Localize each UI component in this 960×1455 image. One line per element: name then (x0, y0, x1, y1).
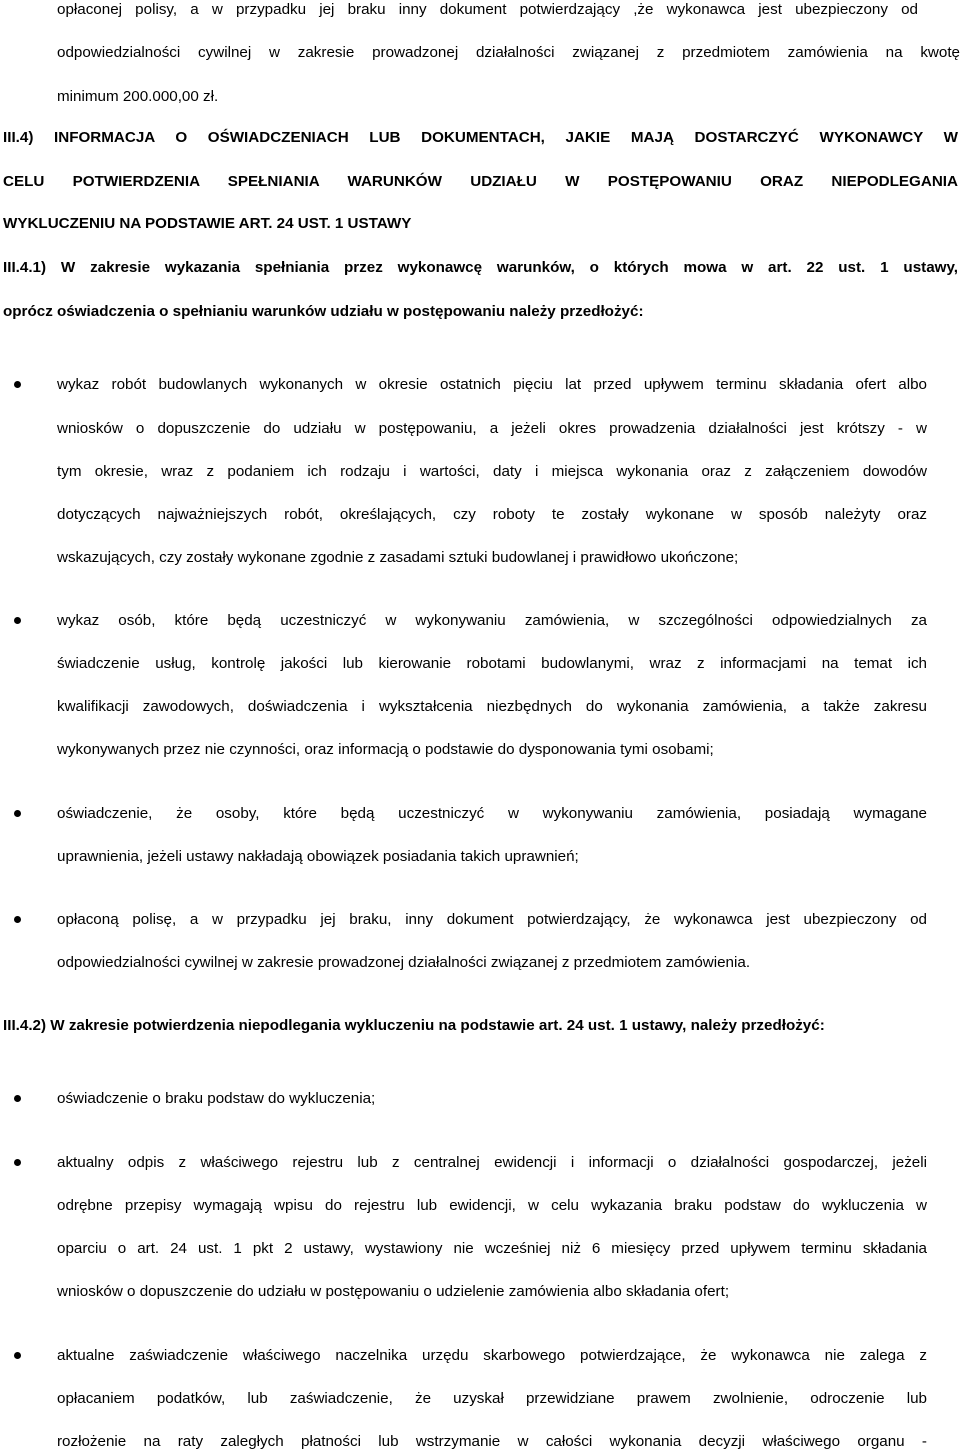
list-item-line: wniosków o dopuszczenie do udziału w postępowaniu o udzielenie zamówienia albo składania ofert; (57, 1283, 730, 1300)
list-item-line: wskazujących, czy zostały wykonane zgodnie z zasadami sztuki budowlanej i prawidłowo ukończone; (57, 549, 739, 566)
list-item-line: wykaz osób, które będą uczestniczyć w wykonywaniu zamówienia, w szczególności odpowiedzialnych za (57, 612, 927, 629)
list-item-line: dotyczących najważniejszych robót, określających, czy roboty te zostały wykonane w sposób należyty oraz (57, 506, 927, 523)
list-item-line: opłaconą polisę, a w przypadku jej braku, inny dokument potwierdzający, że wykonawca jest ubezpieczony od (57, 911, 927, 928)
bullet-icon (14, 381, 21, 388)
list-item-line: tym okresie, wraz z podaniem ich rodzaju i wartości, daty i miejsca wykonania oraz z załączeniem dowodów (57, 463, 927, 480)
list-item-line: uprawnienia, jeżeli ustawy nakładają obowiązek posiadania takich uprawnień; (57, 848, 579, 865)
list-item-line: aktualny odpis z właściwego rejestru lub z centralnej ewidencji i informacji o działalności gospodarczej, jeżeli (57, 1154, 927, 1171)
list-item-line: rozłożenie na raty zaległych płatności lub wstrzymanie w całości wykonania decyzji właściwego organu - (57, 1433, 927, 1450)
list-item-line: aktualne zaświadczenie właściwego naczelnika urzędu skarbowego potwierdzające, że wykonawca nie zalega z (57, 1347, 927, 1364)
list-item-line: opłacaniem podatków, lub zaświadczenie, że uzyskał przewidziane prawem zwolnienie, odroczenie lub (57, 1390, 927, 1407)
list-item-line: wniosków o dopuszczenie do udziału w postępowaniu, a jeżeli okres prowadzenia działalności jest krótszy - w (57, 420, 927, 437)
intro-line: opłaconej polisy, a w przypadku jej braku inny dokument potwierdzający ,że wykonawca jest ubezpieczony od (57, 1, 918, 18)
list-item-line: odrębne przepisy wymagają wpisu do rejestru lub ewidencji, w celu wykazania braku podstaw do wykluczenia w (57, 1197, 927, 1214)
section-heading: CELU POTWIERDZENIA SPEŁNIANIA WARUNKÓW UDZIAŁU W POSTĘPOWANIU ORAZ NIEPODLEGANIA (3, 173, 958, 190)
list-item-line: odpowiedzialności cywilnej w zakresie prowadzonej działalności związanej z przedmiotem zamówienia. (57, 954, 751, 971)
list-item-line: oświadczenie o braku podstaw do wykluczenia; (57, 1090, 376, 1107)
bullet-icon (14, 1352, 21, 1359)
subsection-heading: oprócz oświadczenia o spełnianiu warunków udziału w postępowaniu należy przedłożyć: (3, 303, 644, 320)
intro-line: minimum 200.000,00 zł. (57, 88, 219, 105)
subsection-heading: III.4.1) W zakresie wykazania spełniania przez wykonawcę warunków, o których mowa w art. 22 ust. 1 ustawy, (3, 259, 958, 276)
bullet-icon (14, 617, 21, 624)
subsection-heading: III.4.2) W zakresie potwierdzenia niepodlegania wykluczeniu na podstawie art. 24 ust. 1 ustawy, należy przedłożyć: (3, 1017, 825, 1034)
list-item-line: kwalifikacji zawodowych, doświadczenia i wykształcenia niezbędnych do wykonania zamówienia, a także zakresu (57, 698, 927, 715)
bullet-icon (14, 810, 21, 817)
section-heading: WYKLUCZENIU NA PODSTAWIE ART. 24 UST. 1 USTAWY (3, 215, 412, 232)
intro-line: odpowiedzialności cywilnej w zakresie prowadzonej działalności związanej z przedmiotem zamówienia na kwotę (57, 44, 960, 61)
bullet-icon (14, 1095, 21, 1102)
list-item-line: oparciu o art. 24 ust. 1 pkt 2 ustawy, wystawiony nie wcześniej niż 6 miesięcy przed upływem terminu składania (57, 1240, 927, 1257)
list-item-line: oświadczenie, że osoby, które będą uczestniczyć w wykonywaniu zamówienia, posiadają wymagane (57, 805, 927, 822)
list-item-line: świadczenie usług, kontrolę jakości lub kierowanie robotami budowlanymi, wraz z informacjami na temat ich (57, 655, 927, 672)
list-item-line: wykonywanych przez nie czynności, oraz informacją o podstawie do dysponowania tymi osobami; (57, 741, 714, 758)
list-item-line: wykaz robót budowlanych wykonanych w okresie ostatnich pięciu lat przed upływem terminu składania ofert albo (57, 376, 927, 393)
bullet-icon (14, 916, 21, 923)
section-heading: III.4) INFORMACJA O OŚWIADCZENIACH LUB DOKUMENTACH, JAKIE MAJĄ DOSTARCZYĆ WYKONAWCY W (3, 129, 958, 146)
bullet-icon (14, 1159, 21, 1166)
